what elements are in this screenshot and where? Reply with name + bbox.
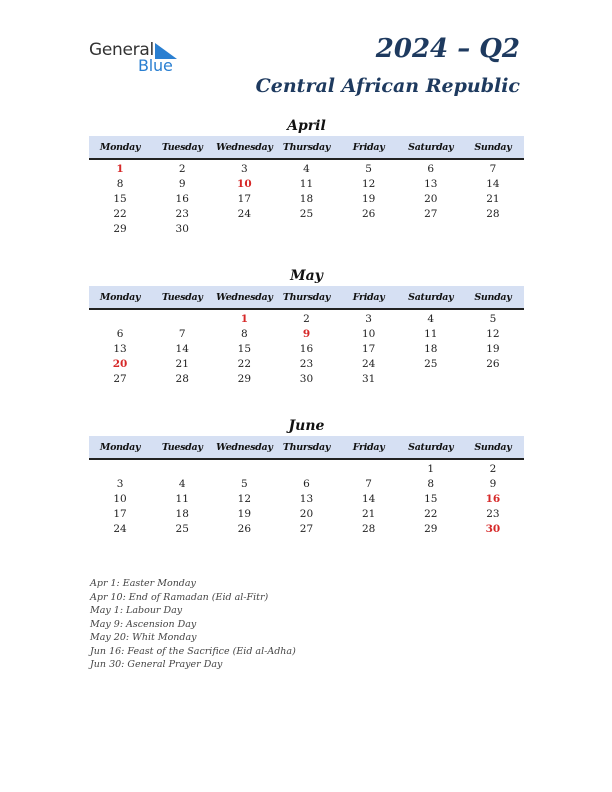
week-row	[89, 221, 524, 236]
weekday-label: Monday	[99, 141, 141, 153]
calendar-date: 2	[489, 462, 497, 475]
weekday-label: Monday	[99, 441, 141, 453]
calendar-date: 3	[241, 162, 248, 175]
month-days	[89, 460, 524, 536]
holiday-note: May 20: Whit Monday	[90, 632, 197, 643]
calendar-date: 25	[299, 207, 314, 220]
calendar-date: 5	[365, 162, 372, 175]
holiday-date: 30	[485, 522, 501, 535]
calendar-date: 19	[361, 192, 376, 205]
weekday-label: Thursday	[282, 141, 331, 153]
calendar-date: 17	[361, 342, 376, 355]
weekday-header	[89, 286, 524, 310]
calendar-date: 6	[116, 327, 124, 340]
calendar-date: 10	[113, 492, 127, 505]
calendar-date: 24	[361, 357, 376, 370]
weekday-label: Sunday	[474, 441, 512, 453]
week-row	[89, 161, 524, 176]
calendar-date: 29	[424, 522, 438, 535]
calendar-date: 4	[303, 162, 310, 175]
calendar-date: 14	[175, 342, 189, 355]
calendar-date: 11	[424, 327, 438, 340]
weekday-label: Thursday	[282, 291, 331, 303]
week-row	[89, 356, 524, 371]
calendar-date: 14	[486, 177, 500, 190]
week-row	[89, 176, 524, 191]
calendar-date: 11	[175, 492, 189, 505]
weekday-label: Friday	[352, 441, 385, 453]
calendar-date: 28	[361, 522, 376, 535]
calendar-date: 16	[299, 342, 314, 355]
calendar-date: 4	[427, 312, 435, 325]
month-name: May	[290, 268, 323, 284]
calendar-date: 7	[489, 162, 497, 175]
month-june	[89, 416, 524, 536]
holiday-note: Apr 10: End of Ramadan (Eid al-Fitr)	[90, 591, 269, 603]
calendar-date: 7	[365, 477, 372, 490]
calendar-date: 6	[303, 477, 310, 490]
calendar-date: 8	[116, 177, 124, 190]
holiday-date: 10	[237, 177, 252, 190]
month-name: June	[288, 418, 325, 434]
holiday-date: 20	[112, 357, 128, 370]
weekday-label: Tuesday	[161, 441, 203, 453]
calendar-date: 28	[486, 207, 500, 220]
holiday-date: 16	[485, 492, 501, 505]
page-title: 2024 – Q2	[375, 34, 520, 64]
month-days	[89, 310, 524, 386]
calendar-date: 29	[113, 222, 127, 235]
calendar-date: 21	[361, 507, 376, 520]
calendar-date: 15	[237, 342, 252, 355]
calendar-date: 11	[299, 177, 314, 190]
calendar-date: 24	[113, 522, 127, 535]
calendar-date: 12	[237, 492, 252, 505]
weekday-label: Wednesday	[216, 291, 273, 303]
calendar-date: 15	[424, 492, 438, 505]
calendar-date: 6	[427, 162, 435, 175]
calendar-date: 9	[178, 177, 186, 190]
holiday-note: May 1: Labour Day	[90, 605, 183, 616]
calendar-date: 27	[299, 522, 314, 535]
calendar-date: 8	[241, 327, 248, 340]
holiday-date: 9	[302, 327, 311, 340]
weekday-label: Thursday	[282, 441, 331, 453]
holiday-date: 1	[116, 162, 124, 175]
calendar-date: 25	[424, 357, 438, 370]
calendar-date: 28	[175, 372, 189, 385]
week-row	[89, 311, 524, 326]
weekday-label: Saturday	[408, 291, 454, 303]
weekday-label: Monday	[99, 291, 141, 303]
calendar-date: 15	[113, 192, 127, 205]
calendar-date: 22	[424, 507, 438, 520]
weekday-label: Wednesday	[216, 441, 273, 453]
week-row	[89, 491, 524, 506]
calendar-date: 20	[299, 507, 314, 520]
week-row	[89, 521, 524, 536]
calendar-date: 24	[237, 207, 252, 220]
week-row	[89, 506, 524, 521]
calendar-date: 22	[237, 357, 252, 370]
calendar-date: 2	[303, 312, 310, 325]
week-row	[89, 191, 524, 206]
calendar-date: 5	[241, 477, 248, 490]
calendar-date: 22	[113, 207, 127, 220]
calendar-date: 8	[427, 477, 435, 490]
calendar-date: 23	[486, 507, 500, 520]
week-row	[89, 206, 524, 221]
week-row	[89, 341, 524, 356]
calendar-date: 18	[299, 192, 314, 205]
logo-text-general: General	[89, 40, 154, 60]
country-subtitle: Central African Republic	[255, 75, 520, 97]
calendar-date: 1	[427, 462, 435, 475]
holiday-note: Jun 30: General Prayer Day	[90, 659, 223, 670]
calendar-date: 23	[299, 357, 314, 370]
calendar-date: 17	[113, 507, 127, 520]
weekday-header	[89, 136, 524, 160]
calendar-date: 27	[424, 207, 438, 220]
calendar-date: 18	[175, 507, 189, 520]
calendar-date: 29	[237, 372, 252, 385]
month-name: April	[287, 118, 326, 134]
calendar-date: 5	[489, 312, 497, 325]
calendar-date: 30	[175, 222, 189, 235]
weekday-label: Friday	[352, 291, 385, 303]
calendar-date: 26	[237, 522, 252, 535]
calendar-date: 4	[178, 477, 186, 490]
week-row	[89, 476, 524, 491]
weekday-label: Wednesday	[216, 141, 273, 153]
holiday-list	[90, 577, 296, 672]
calendar-date: 23	[175, 207, 189, 220]
calendar-date: 12	[361, 177, 376, 190]
calendar-date: 26	[486, 357, 500, 370]
calendar-date: 31	[361, 372, 376, 385]
holiday-note: May 9: Ascension Day	[90, 618, 197, 630]
holiday-date: 1	[240, 312, 248, 325]
holiday-note: Apr 1: Easter Monday	[90, 578, 196, 589]
calendar-date: 9	[489, 477, 497, 490]
weekday-label: Sunday	[474, 291, 512, 303]
calendar-date: 3	[116, 477, 124, 490]
calendar-date: 10	[361, 327, 376, 340]
calendar-date: 19	[486, 342, 500, 355]
logo-text-blue: Blue	[138, 56, 173, 75]
weekday-label: Tuesday	[161, 141, 203, 153]
weekday-label: Sunday	[474, 141, 512, 153]
weekday-label: Saturday	[408, 141, 454, 153]
calendar-date: 21	[486, 192, 500, 205]
month-days	[89, 160, 524, 236]
calendar-date: 19	[237, 507, 252, 520]
weekday-label: Tuesday	[161, 291, 203, 303]
week-row	[89, 371, 524, 386]
weekday-label: Saturday	[408, 441, 454, 453]
calendar-date: 21	[175, 357, 189, 370]
weekday-header	[89, 436, 524, 460]
calendar-date: 14	[361, 492, 376, 505]
calendar-date: 13	[299, 492, 314, 505]
weekday-label: Friday	[352, 141, 385, 153]
calendar-date: 16	[175, 192, 189, 205]
calendar-date: 3	[365, 312, 372, 325]
month-may	[89, 266, 524, 386]
week-row	[89, 326, 524, 341]
calendar-date: 30	[299, 372, 314, 385]
month-april	[89, 116, 524, 236]
generalblue-logo	[89, 40, 199, 76]
calendar-date: 13	[424, 177, 438, 190]
calendar-date: 25	[175, 522, 189, 535]
calendar-date: 17	[237, 192, 252, 205]
calendar-date: 2	[178, 162, 186, 175]
calendar-date: 7	[178, 327, 186, 340]
calendar-date: 12	[486, 327, 500, 340]
calendar-date: 18	[424, 342, 438, 355]
holiday-note: Jun 16: Feast of the Sacrifice (Eid al-Adha)	[90, 645, 296, 657]
calendar-date: 26	[361, 207, 376, 220]
calendar-date: 27	[113, 372, 127, 385]
calendar-date: 13	[113, 342, 127, 355]
calendar-date: 20	[424, 192, 438, 205]
week-row	[89, 461, 524, 476]
